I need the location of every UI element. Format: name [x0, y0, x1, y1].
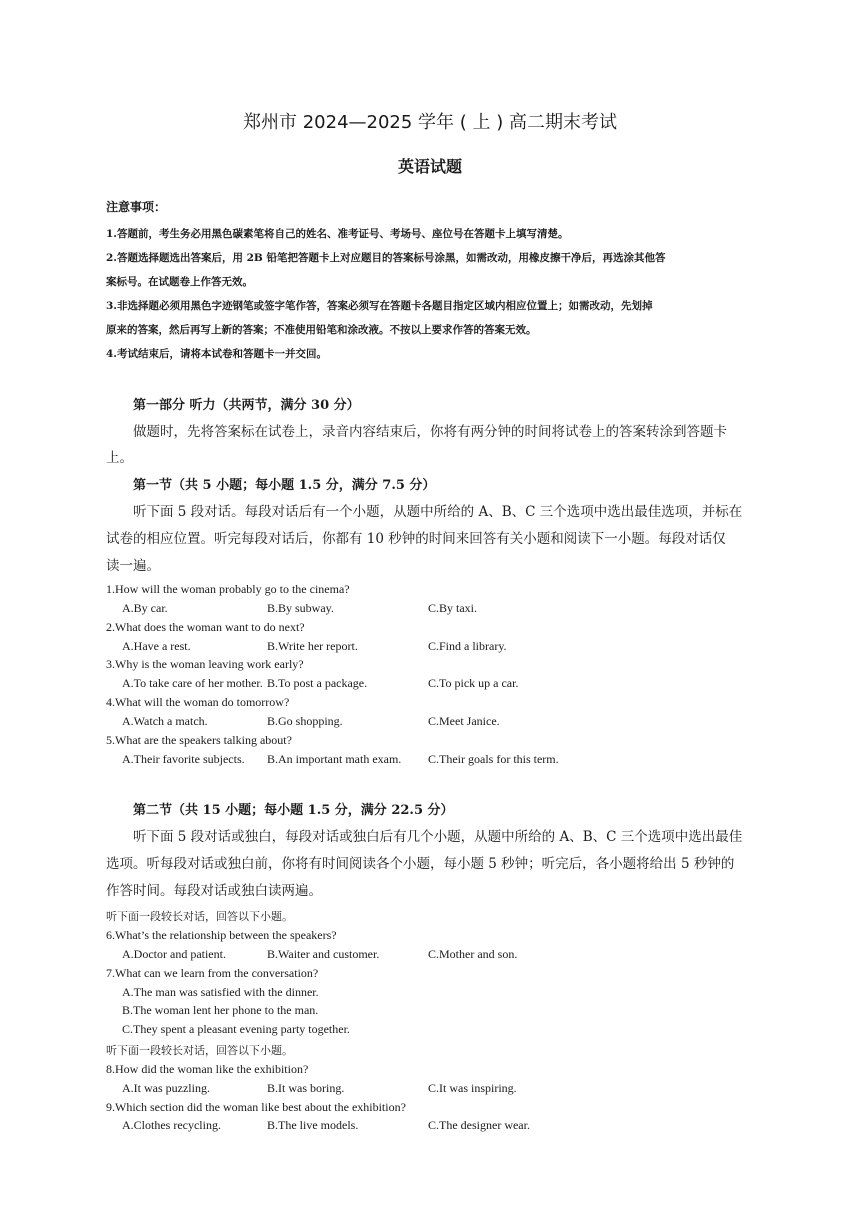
option-a: A.Clothes recycling. [122, 1118, 221, 1132]
question-stem: 3.Why is the woman leaving work early? [106, 657, 304, 671]
option-a: A.Doctor and patient. [122, 947, 226, 961]
listening-instruction: 听下面一段较长对话，回答以下小题。 [106, 1044, 293, 1057]
option-a: A.By car. [122, 601, 168, 615]
note-line: 4.考试结束后，请将本试卷和答题卡一并交回。 [106, 348, 327, 360]
section1-directions: 试卷的相应位置。听完每段对话后，你都有 10 秒钟的时间来回答有关小题和阅读下一小题。每段对话仅 [106, 531, 726, 547]
question-stem: 8.How did the woman like the exhibition? [106, 1062, 309, 1076]
option-c: C.It was inspiring. [428, 1081, 517, 1095]
option-b: B.It was boring. [267, 1081, 345, 1095]
option-a: A.The man was satisfied with the dinner. [122, 985, 319, 999]
note-line: 3.非选择题必须用黑色字迹钢笔或签字笔作答，答案必须写在答题卡各题目指定区域内相应位置上；如需改动，先划掉 [106, 300, 653, 312]
option-a: A.Their favorite subjects. [122, 752, 245, 766]
section1-directions: 读一遍。 [106, 558, 160, 574]
option-b: B.An important math exam. [267, 752, 402, 766]
question-stem: 2.What does the woman want to do next? [106, 620, 305, 634]
section1-directions: 听下面 5 段对话。每段对话后有一个小题，从题中所给的 A、B、C 三个选项中选出最佳选项，并标在 [133, 504, 743, 520]
part1-intro: 做题时，先将答案标在试卷上，录音内容结束后，你将有两分钟的时间将试卷上的答案转涂到答题卡 [133, 424, 727, 440]
note-line: 1.答题前，考生务必用黑色碳素笔将自己的姓名、准考证号、考场号、座位号在答题卡上填写清楚。 [106, 228, 569, 240]
option-b: B.Waiter and customer. [267, 947, 380, 961]
option-b: B.The woman lent her phone to the man. [122, 1003, 319, 1017]
note-line: 案标号。在试题卷上作答无效。 [106, 276, 253, 288]
option-c: C.Find a library. [428, 639, 507, 653]
option-b: B.By subway. [267, 601, 334, 615]
option-c: C.The designer wear. [428, 1118, 530, 1132]
option-c: C.They spent a pleasant evening party together. [122, 1022, 350, 1036]
option-a: A.Watch a match. [122, 714, 208, 728]
option-a: A.It was puzzling. [122, 1081, 210, 1095]
note-line: 原来的答案，然后再写上新的答案；不准使用铅笔和涂改液。不按以上要求作答的答案无效。 [106, 324, 537, 336]
exam-subtitle: 英语试题 [397, 157, 462, 176]
option-c: C.Meet Janice. [428, 714, 500, 728]
question-stem: 9.Which section did the woman like best about the exhibition? [106, 1100, 406, 1114]
section2-directions: 选项。听每段对话或独白前，你将有时间阅读各个小题，每小题 5 秒钟；听完后，各小题将给出 5 秒钟的 [106, 856, 735, 872]
option-a: A.Have a rest. [122, 639, 191, 653]
option-c: C.To pick up a car. [428, 676, 519, 690]
section2-heading: 第二节（共 15 小题；每小题 1.5 分，满分 22.5 分） [133, 803, 454, 818]
option-c: C.By taxi. [428, 601, 478, 615]
question-stem: 5.What are the speakers talking about? [106, 733, 292, 747]
note-line: 2.答题选择题选出答案后，用 2B 铅笔把答题卡上对应题目的答案标号涂黑，如需改动，用橡皮擦干净后，再选涂其他答 [106, 252, 666, 264]
question-stem: 7.What can we learn from the conversation? [106, 966, 319, 980]
option-b: B.To post a package. [267, 676, 368, 690]
option-b: B.The live models. [267, 1118, 359, 1132]
section2-directions: 听下面 5 段对话或独白，每段对话或独白后有几个小题，从题中所给的 A、B、C 三个选项中选出最佳 [133, 829, 743, 845]
notes-heading: 注意事项： [106, 200, 167, 214]
option-b: B.Go shopping. [267, 714, 343, 728]
exam-title: 郑州市 2024—2025 学年 ( 上 ) 高二期末考试 [243, 112, 617, 133]
part1-heading: 第一部分 听力（共两节，满分 30 分） [133, 398, 360, 413]
section2-directions: 作答时间。每段对话或独白读两遍。 [106, 883, 322, 899]
question-stem: 1.How will the woman probably go to the cinema? [106, 582, 350, 596]
option-a: A.To take care of her mother. [122, 676, 263, 690]
part1-intro: 上。 [106, 450, 133, 466]
option-c: C.Their goals for this term. [428, 752, 559, 766]
question-stem: 4.What will the woman do tomorrow? [106, 695, 290, 709]
listening-instruction: 听下面一段较长对话，回答以下小题。 [106, 910, 293, 923]
option-c: C.Mother and son. [428, 947, 518, 961]
option-b: B.Write her report. [267, 639, 358, 653]
section1-heading: 第一节（共 5 小题；每小题 1.5 分，满分 7.5 分） [133, 478, 436, 493]
question-stem: 6.What’s the relationship between the speakers? [106, 928, 337, 942]
